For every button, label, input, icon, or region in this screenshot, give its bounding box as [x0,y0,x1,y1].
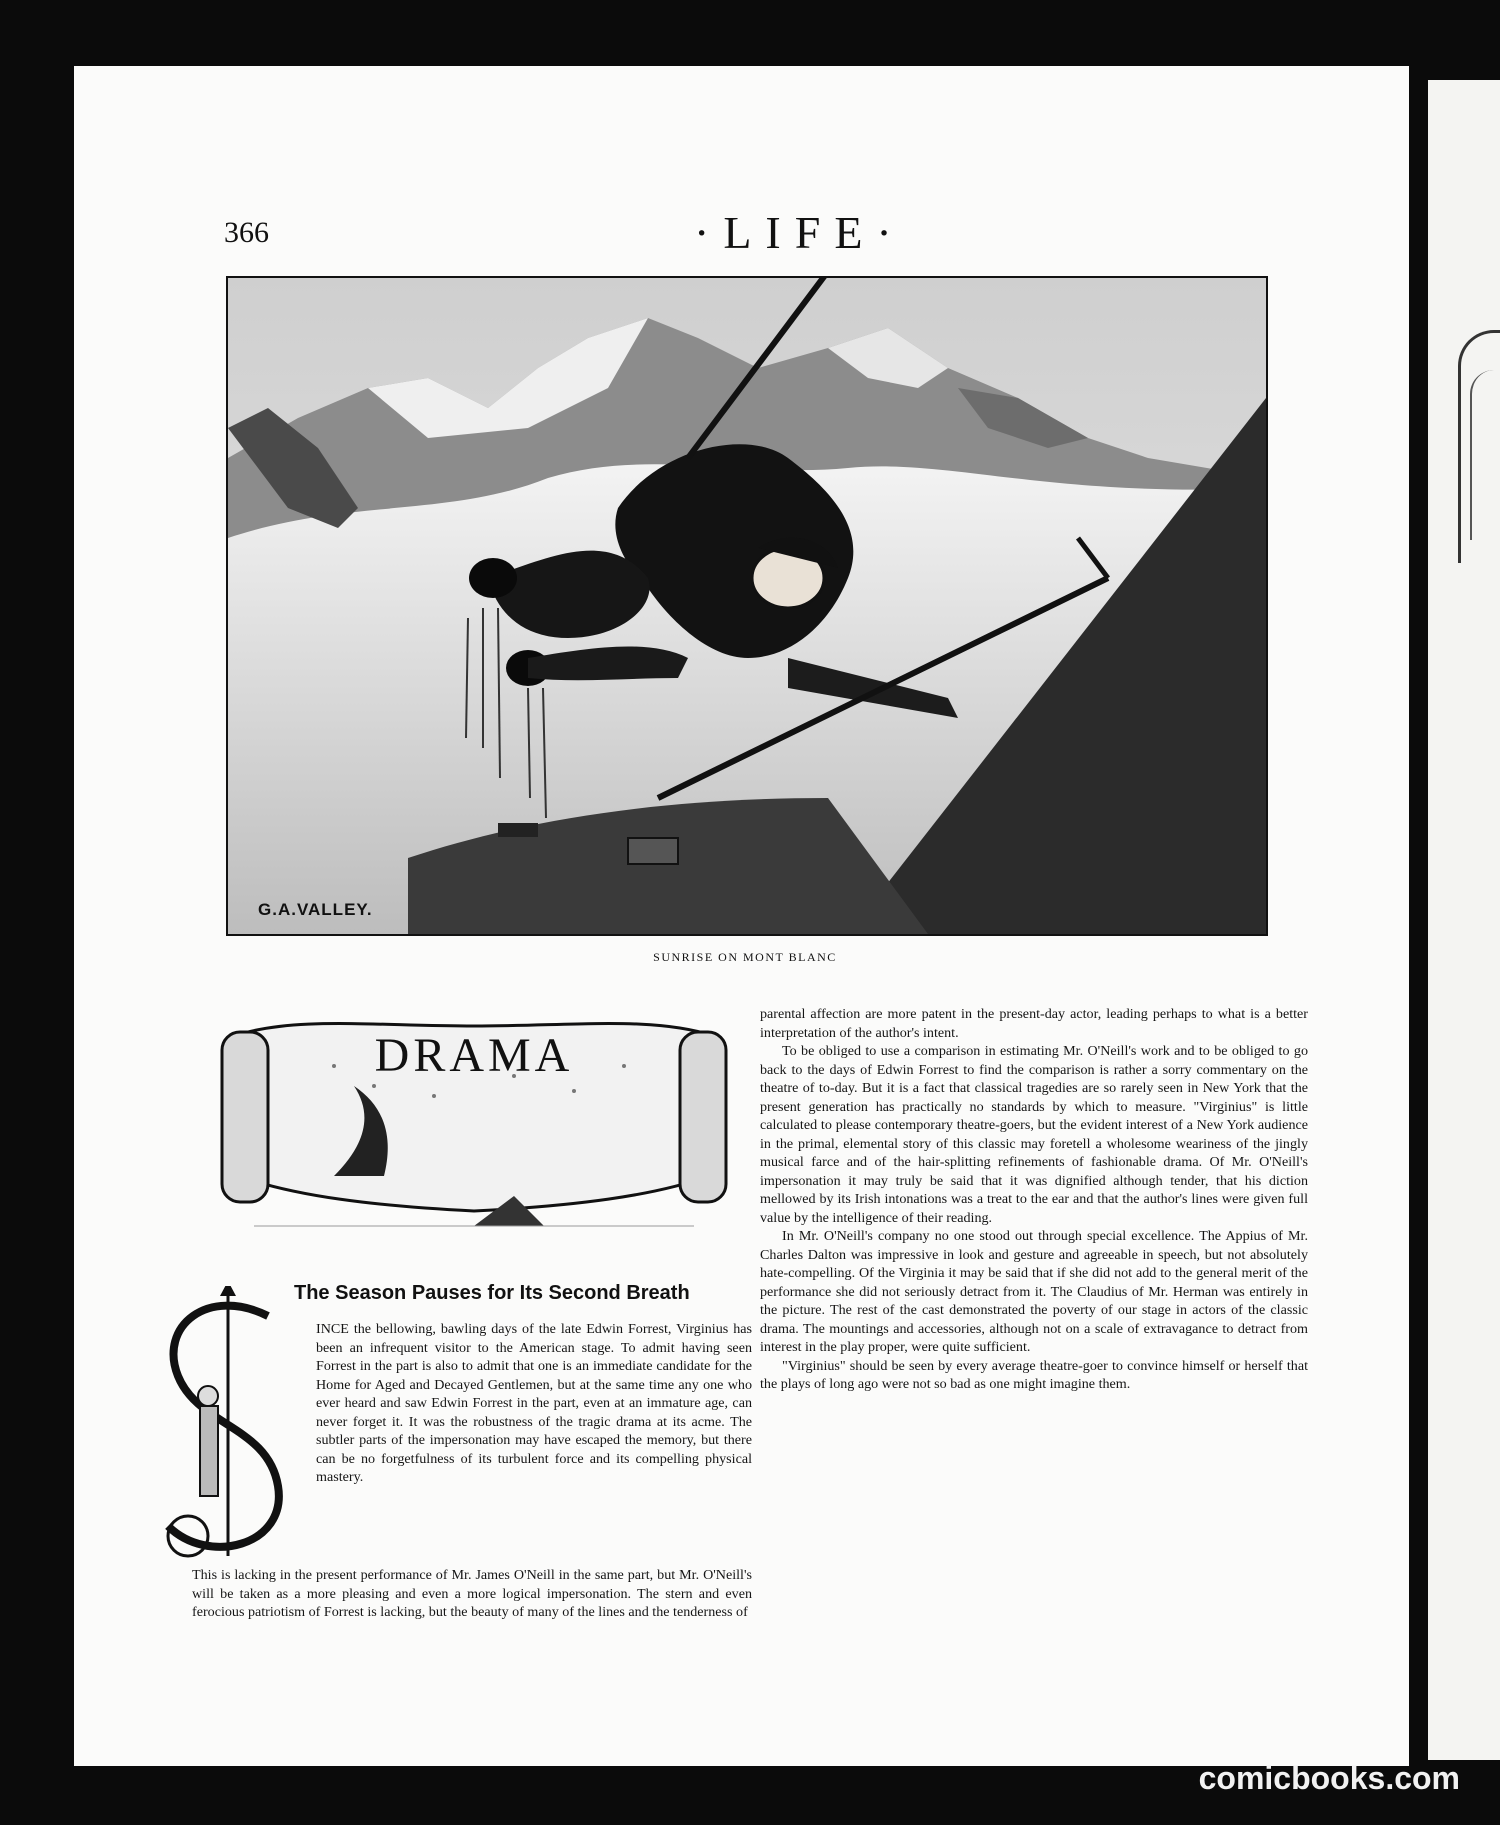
article-paragraph: To be obliged to use a comparison in estimating Mr. O'Neill's work and to be obliged to go back to the days of Edwin Forrest to find the comparison is rather a sorry commentary on the theatre of to-day. But it is a fact that classical tragedies are so rarely seen in New York that the present generation has practically no standards by which to measure. "Virginius" is little calculated to please contemporary theatre-goers, but the evident interest of a New York audience in the primal, elemental story of this classic may foretell a wholesome weariness of the jingly musical farce and of the hair-splitting refinements of fashionable drama. Of Mr. O'Neill's impersonation it may truly be said that it was dignified although tender, that his diction mellowed by its Irish intonations was a treat to the ear and that the author's lines were given full value by the intelligence of their reading. [760,1043,1308,1226]
article-left-column-continued [192,1566,752,1622]
article-lead-paragraph: INCE the bellowing, bawling days of the late Edwin Forrest, Virginius has been an infrequent visitor to the American stage. To admit having seen Forrest in the part is also to admit that one is an immediate candidate for the Home for Aged and Decayed Gentlemen, but at the same time any one who ever heard and saw Edwin Forrest in the part, even at an immature age, can never forget it. It was the robustness of the tragic drama at its acme. The subtler parts of the impersonation may have escaped the memory, but there can be no forgetfulness of its turbulent force and its compelling physical mastery. [316,1321,752,1485]
dropcap-s-illustration [148,1286,298,1566]
magazine-page [74,66,1409,1766]
article-paragraph: This is lacking in the present performance of Mr. James O'Neill in the same part, but Mr. O'Neill's will be taken as a more pleasing and even a more logical impersonation. The stern and even ferocious patriotism of Forrest is lacking, but the beauty of many of the lines and the tenderness of [192,1567,752,1620]
article-paragraph: "Virginius" should be seen by every average theatre-goer to convince himself or herself that the plays of long ago were not so bad as one might imagine them. [760,1357,1308,1392]
artist-signature: G.A.VALLEY. [258,900,373,919]
article-paragraph: In Mr. O'Neill's company no one stood out through special excellence. The Appius of Mr. Charles Dalton was impressive in look and gesture and agreeable in speech, but not absolutely hate-compelling. Of the Virginia it may be said that if she did not add to the general merit of the performance she did not seriously detract from it. The Claudius of Mr. Herman was entirely in the picture. The rest of the cast demonstrated the poverty of our stage in actors of the classic drama. The mountings and accessories, although not on a scale of extravagance to detract from interest in the play proper, were quite sufficient. [760,1228,1308,1355]
masthead-title: ·LIFE· [694,207,906,258]
article-paragraph: parental affection are more patent in the present-day actor, leading perhaps to what is a better interpretation of the author's intent. [760,1006,1308,1041]
page-number: 366 [224,216,269,249]
adjacent-page-drawing-detail [1470,370,1500,540]
illustration-caption: SUNRISE ON MONT BLANC [653,950,837,964]
article-right-column [760,1005,1308,1394]
cartoon-illustration [226,276,1268,936]
drama-banner-illustration [214,996,734,1266]
article-heading: The Season Pauses for Its Second Breath [294,1282,690,1304]
adjacent-page-edge [1428,80,1500,1760]
banner-title: DRAMA [374,1029,574,1082]
watermark: comicbooks.com [1198,1760,1460,1796]
mountain-climber-drawing [228,278,1266,934]
